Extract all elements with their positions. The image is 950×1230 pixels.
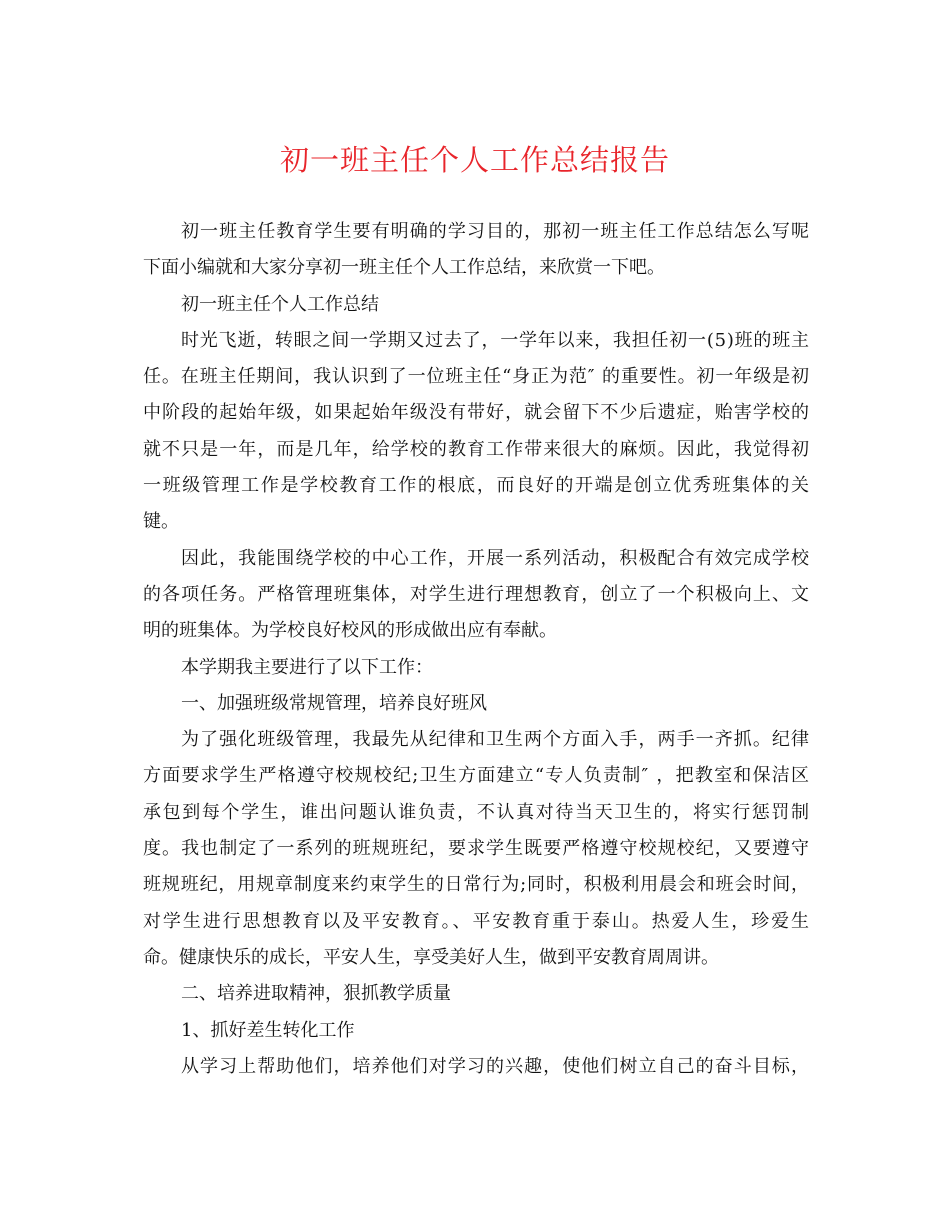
paragraph-line: 班规班纪，用规章制度来约束学生的日常行为;同时，积极利用晨会和班会时间， xyxy=(143,874,810,896)
paragraph-line: 一班级管理工作是学校教育工作的根底，而良好的开端是创立优秀班集体的关 xyxy=(143,475,811,497)
paragraph-line: 的各项任务。严格管理班集体，对学生进行理想教育，创立了一个积极向上、文 xyxy=(143,583,811,605)
paragraph-first-line: 1、抓好差生转化工作 xyxy=(181,1019,355,1041)
paragraph-line: 承包到每个学生，谁出问题认谁负责，不认真对待当天卫生的，将实行惩罚制 xyxy=(143,801,811,823)
paragraph-line: 命。健康快乐的成长，平安人生，享受美好人生，做到平安教育周周讲。 xyxy=(143,946,719,968)
document-body xyxy=(143,214,809,1085)
paragraph-line: 键。 xyxy=(143,511,179,533)
paragraph-line: 任。在班主任期间，我认识到了一位班主任“身正为范″ 的重要性。初一年级是初 xyxy=(143,366,810,388)
paragraph-first-line: 初一班主任教育学生要有明确的学习目的，那初一班主任工作总结怎么写呢 xyxy=(181,221,811,242)
paragraph-line: 度。我也制定了一系列的班规班纪，要求学生既要严格遵守校规校纪，又要遵守 xyxy=(143,838,811,860)
document-title: 初一班主任个人工作总结报告 xyxy=(279,143,670,177)
paragraph-line: 对学生进行思想教育以及平安教育。、平安教育重于泰山。热爱人生，珍爱生 xyxy=(143,910,811,932)
paragraph-first-line: 为了强化班级管理，我最先从纪律和卫生两个方面入手，两手一齐抓。纪律 xyxy=(181,729,811,751)
paragraph-line: 明的班集体。为学校良好校风的形成做出应有奉献。 xyxy=(143,620,557,642)
paragraph-first-line: 一、加强班级常规管理，培养良好班风 xyxy=(181,692,487,714)
paragraph-first-line: 因此，我能围绕学校的中心工作，开展一系列活动，积极配合有效完成学校 xyxy=(181,547,811,569)
paragraph-line: 就不只是一年，而是几年，给学校的教育工作带来很大的麻烦。因此，我觉得初 xyxy=(143,438,811,460)
paragraph-first-line: 本学期我主要进行了以下工作： xyxy=(181,656,433,678)
paragraph-first-line: 二、培养进取精神，狠抓教学质量 xyxy=(181,983,451,1005)
paragraph-line: 下面小编就和大家分享初一班主任个人工作总结，来欣赏一下吧。 xyxy=(143,257,665,279)
paragraph-first-line: 初一班主任个人工作总结 xyxy=(181,293,379,315)
paragraph-first-line: 从学习上帮助他们，培养他们对学习的兴趣，使他们树立自己的奋斗目标， xyxy=(181,1055,811,1077)
paragraph-line: 中阶段的起始年级，如果起始年级没有带好，就会留下不少后遗症，贻害学校的 xyxy=(143,402,811,424)
paragraph-first-line: 时光飞逝，转眼之间一学期又过去了，一学年以来，我担任初一(5)班的班主 xyxy=(181,329,810,351)
paragraph-line: 方面要求学生严格遵守校规校纪;卫生方面建立“专人负责制″ ，把教室和保洁区 xyxy=(143,765,811,787)
